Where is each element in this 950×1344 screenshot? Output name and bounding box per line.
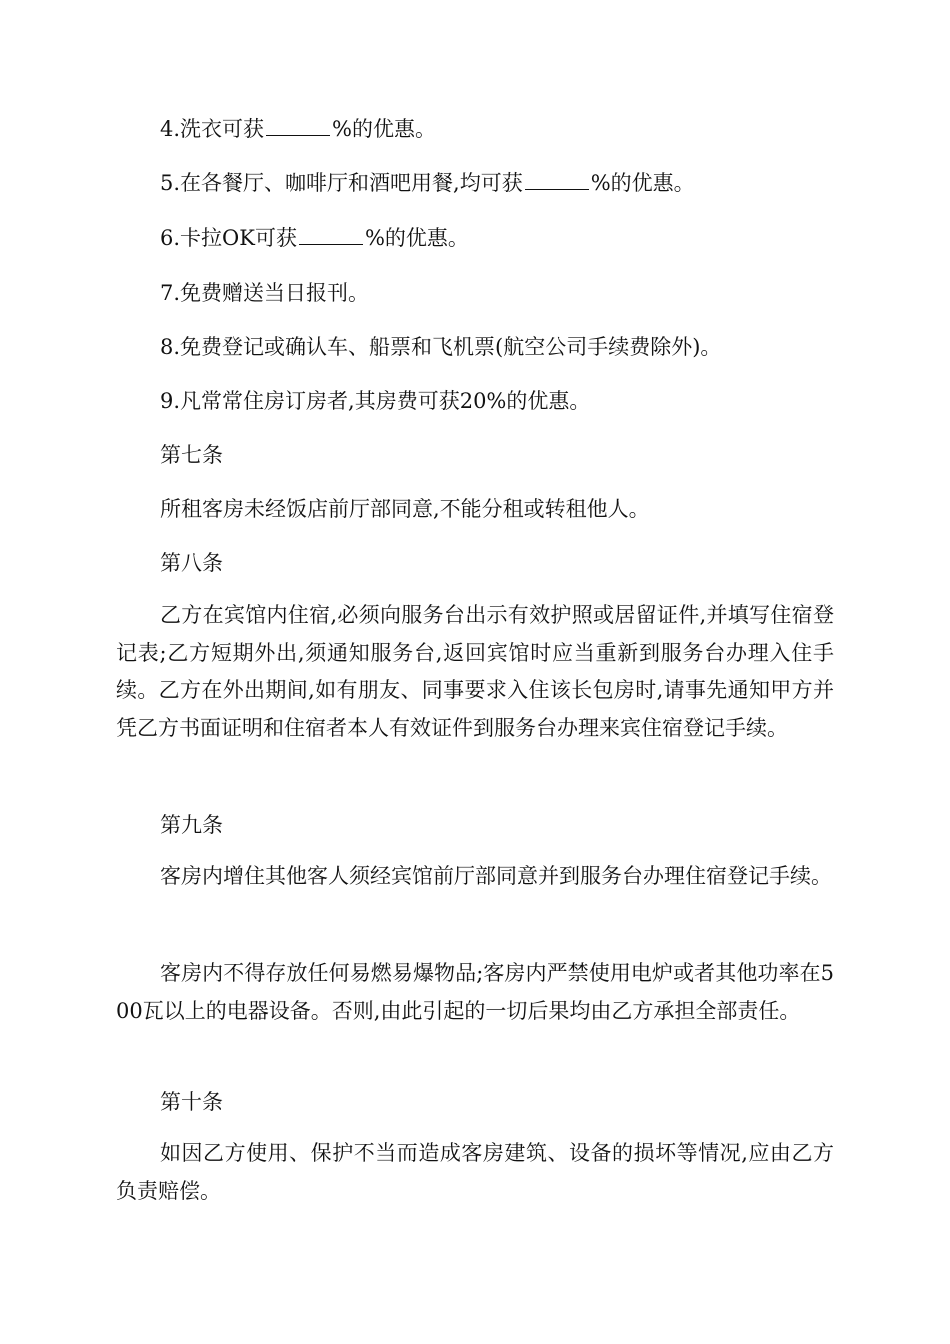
article-9-body-1: 客房内增住其他客人须经宾馆前厅部同意并到服务台办理住宿登记手续。 — [160, 864, 832, 888]
fill-in-blank — [525, 169, 589, 190]
fill-in-blank — [299, 224, 363, 245]
article-8-body: 乙方在宾馆内住宿,必须向服务台出示有效护照或居留证件,并填写住宿登记表;乙方短期外出,须通知服务台,返回宾馆时应当重新到服务台办理入住手续。乙方在外出期间,如有朋友、同事要求入住该长包房时,请事先通知甲方并凭乙方书面证明和住宿者本人有效证件到服务台办理来宾住宿登记手续。 — [116, 603, 834, 740]
fill-in-blank — [266, 115, 330, 136]
list-item-text: 5.在各餐厅、咖啡厅和酒吧用餐,均可获 — [160, 171, 523, 195]
list-item-text: 6.卡拉OK可获 — [160, 226, 297, 250]
list-item-dining-discount — [160, 168, 695, 198]
article-7-heading: 第七条 — [160, 443, 223, 467]
list-item-ticket-booking: 8.免费登记或确认车、船票和飞机票(航空公司手续费除外)。 — [160, 335, 722, 359]
list-item-laundry-discount — [160, 114, 436, 144]
list-item-karaoke-discount — [160, 223, 469, 253]
article-8-heading: 第八条 — [160, 551, 223, 575]
article-7-body: 所租客房未经饭店前厅部同意,不能分租或转租他人。 — [160, 497, 650, 521]
article-9-heading: 第九条 — [160, 813, 223, 837]
list-item-text: %的优惠。 — [590, 171, 695, 195]
list-item-newspaper: 7.免费赠送当日报刊。 — [160, 281, 370, 305]
list-item-text: %的优惠。 — [332, 117, 437, 141]
list-item-text: 4.洗衣可获 — [160, 117, 265, 141]
list-item-text: %的优惠。 — [364, 226, 469, 250]
list-item-frequent-guest: 9.凡常常住房订房者,其房费可获20%的优惠。 — [160, 389, 591, 413]
article-9-body-2: 客房内不得存放任何易燃易爆物品;客房内严禁使用电炉或者其他功率在500瓦以上的电器设备。否则,由此引起的一切后果均由乙方承担全部责任。 — [116, 961, 834, 1023]
article-10-heading: 第十条 — [160, 1090, 223, 1114]
article-10-body: 如因乙方使用、保护不当而造成客房建筑、设备的损坏等情况,应由乙方负责赔偿。 — [116, 1141, 834, 1203]
